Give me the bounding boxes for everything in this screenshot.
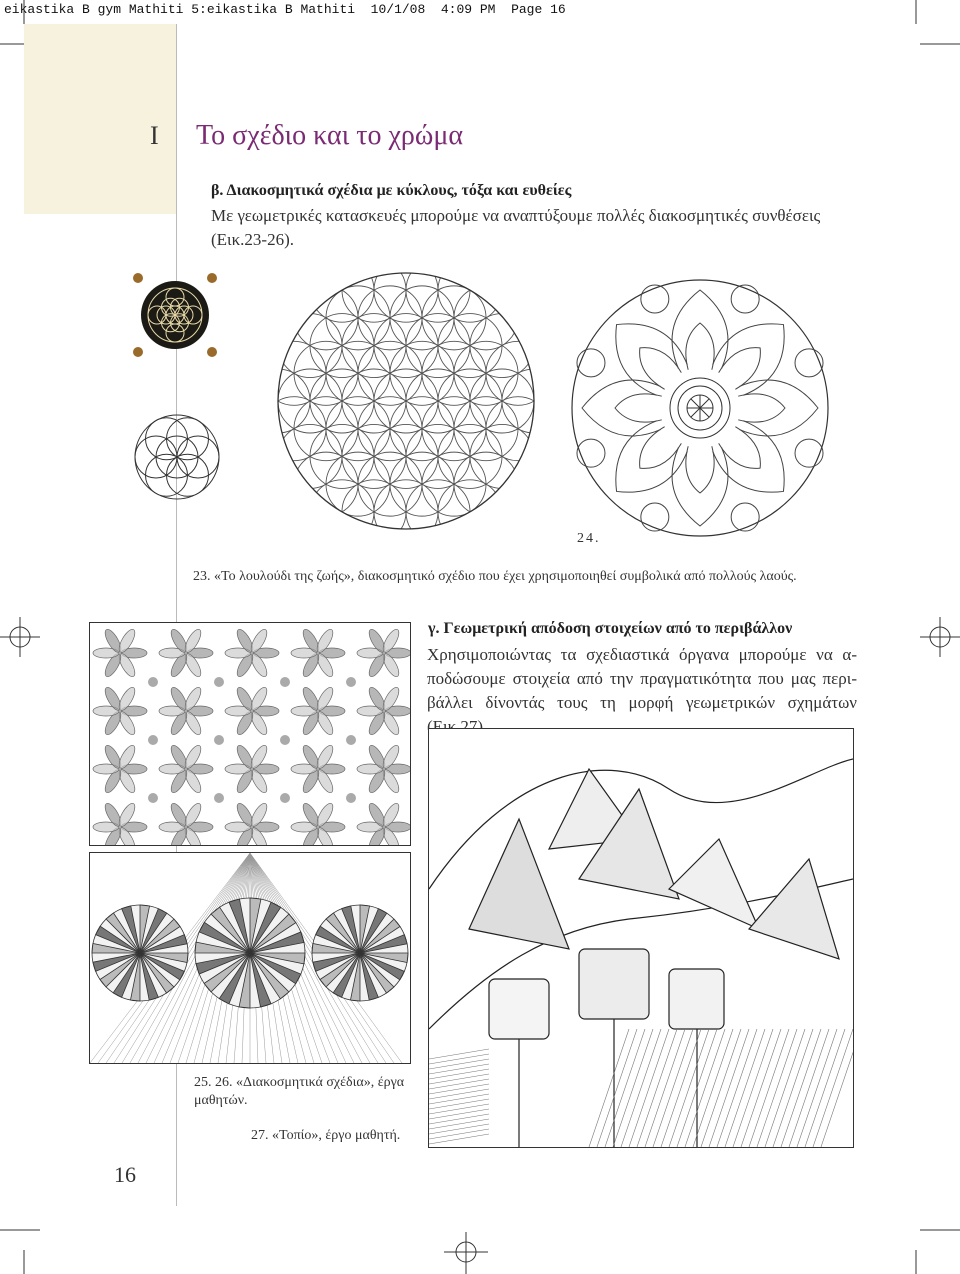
figure-23-caption: 23. «Το λουλούδι της ζωής», διακοσμητικό σχέδιο που έχει χρησιμοποιηθεί συμβολικά από πολλούς λαούς.	[193, 569, 797, 584]
registration-mark-icon	[920, 617, 960, 657]
seed-of-life-drawing	[112, 392, 242, 522]
section-c-body: Χρησιμοποιώντας τα σχεδιαστικά όργανα μπορούμε να α-ποδώσουμε στοιχεία από την πραγματικότητα που μας περι-βάλλει δίνοντάς τους τη μορφή γεωμετρικών σχημάτων (Εικ.27).	[427, 645, 857, 736]
page-number: 16	[114, 1162, 136, 1187]
registration-mark-icon	[916, 1230, 960, 1274]
registration-mark-icon	[0, 617, 40, 657]
decorative-pattern-26	[89, 852, 411, 1064]
figure-25-26-caption: 25. 26. «Διακοσμητικά σχέδια», έργα μαθητών.	[194, 1075, 405, 1108]
print-slug: eikastika B gym Mathiti 5:eikastika B Mathiti 10/1/08 4:09 PM Page 16	[4, 2, 566, 17]
section-c-title: γ. Γεωμετρική απόδοση στοιχείων από το περιβάλλον	[428, 620, 793, 637]
chapter-side-band	[24, 24, 176, 214]
flower-of-life-emblem-icon	[130, 270, 220, 360]
chapter-title: Το σχέδιο και το χρώμα	[196, 120, 464, 151]
decorative-pattern-25	[89, 622, 411, 846]
section-b-body: Με γεωμετρικές κατασκευές μπορούμε να αναπτύξουμε πολλές διακοσμητικές συνθέσεις (Εικ.23-26).	[211, 206, 821, 249]
geometric-landscape-27	[428, 728, 854, 1148]
lotus-mandala-drawing	[562, 270, 842, 540]
section-b-title: β. Διακοσμητικά σχέδια με κύκλους, τόξα και ευθείες	[211, 182, 572, 199]
figure-27-caption: 27. «Τοπίο», έργο μαθητή.	[251, 1128, 401, 1143]
flower-of-life-drawing	[256, 266, 556, 536]
registration-mark-icon	[0, 1230, 40, 1274]
chapter-number: I	[150, 121, 159, 150]
registration-mark-icon	[916, 0, 960, 44]
figure-24-label: 24.	[577, 531, 601, 546]
registration-mark-icon	[444, 1232, 488, 1274]
